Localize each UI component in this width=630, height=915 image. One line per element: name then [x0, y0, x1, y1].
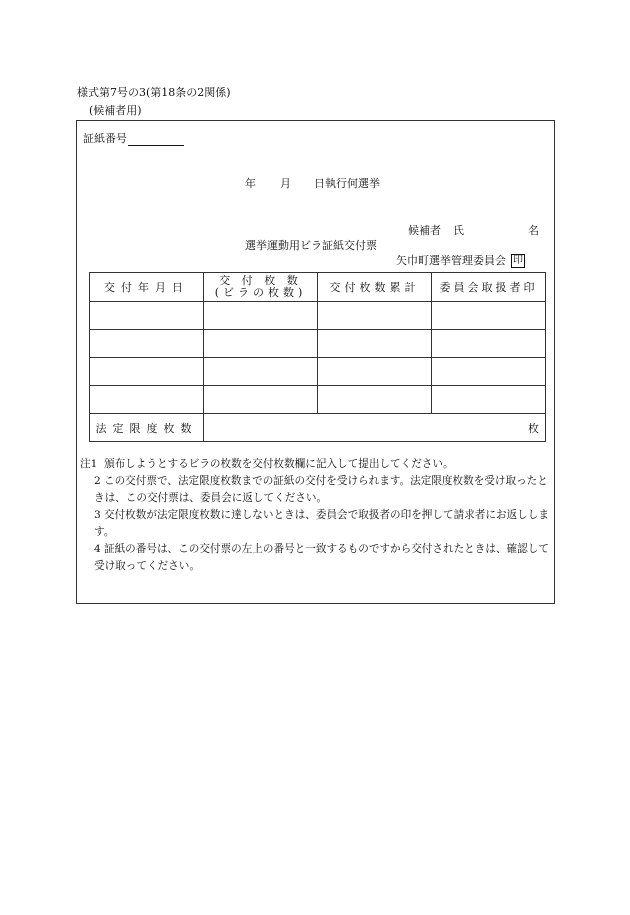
candidate-label-text: 候補者 [408, 224, 441, 237]
cell-date[interactable] [90, 302, 204, 330]
note-text: この交付票で、法定限度枚数までの証紙の交付を受けられます。法定限度枚数を受け取ったときは、この交付票は、委員会に返してください。 [94, 475, 548, 504]
committee-name-text: 矢巾町選挙管理委員会 [396, 254, 506, 267]
cell-date[interactable] [90, 330, 204, 358]
document-title: 選挙運動用ビラ証紙交付票 [245, 239, 377, 252]
cell-seal[interactable] [432, 386, 546, 414]
note-label: 注1 [80, 458, 98, 470]
note-label: 3 [94, 509, 101, 521]
header-issue-count-line2: (ビラの枚数) [214, 286, 307, 299]
cell-cumulative[interactable] [318, 358, 432, 386]
cell-cumulative[interactable] [318, 386, 432, 414]
committee-name [396, 252, 525, 268]
table-row [90, 386, 546, 414]
seal-icon: 印 [513, 255, 523, 266]
note-text: 頒布しようとするビラの枚数を交付枚数欄に記入して提出してください。 [104, 458, 454, 470]
header-issue-count [204, 273, 318, 302]
note-item [80, 541, 550, 575]
table-row [90, 330, 546, 358]
cell-seal[interactable] [432, 358, 546, 386]
form-sub-label: (候補者用) [89, 104, 142, 117]
header-cumulative: 交付枚数累計 [318, 273, 432, 302]
certificate-number-label: 証紙番号 [83, 132, 127, 145]
election-month: 月 [280, 177, 291, 190]
note-label: 2 [94, 475, 101, 487]
cell-seal[interactable] [432, 302, 546, 330]
note-label: 4 [94, 543, 101, 555]
cell-count[interactable] [204, 330, 318, 358]
notes-section [80, 456, 550, 575]
election-title [245, 175, 380, 191]
header-handler-seal: 委員会取扱者印 [432, 273, 546, 302]
candidate-given-name-label: 名 [528, 224, 539, 237]
cell-cumulative[interactable] [318, 302, 432, 330]
note-text: 交付枚数が法定限度枚数に達しないときは、委員会で取扱者の印を押して請求者にお返しします。 [94, 509, 549, 538]
form-frame [76, 120, 555, 604]
issue-table [89, 272, 546, 442]
cell-count[interactable] [204, 358, 318, 386]
table-row [90, 302, 546, 330]
cell-seal[interactable] [432, 330, 546, 358]
note-item [80, 507, 550, 541]
candidate-surname-label: 氏 [453, 224, 464, 237]
election-year: 年 [245, 177, 256, 190]
cell-count[interactable] [204, 386, 318, 414]
legal-limit-row [90, 414, 546, 442]
legal-limit-value[interactable] [204, 414, 546, 442]
cell-date[interactable] [90, 386, 204, 414]
header-issue-date: 交付年月日 [90, 273, 204, 302]
certificate-number-field[interactable] [83, 130, 184, 146]
legal-limit-unit: 枚 [528, 421, 539, 435]
table-row [90, 358, 546, 386]
legal-limit-label: 法定限度枚数 [90, 414, 204, 442]
cell-date[interactable] [90, 358, 204, 386]
form-number-label: 様式第7号の3(第18条の2関係) [77, 86, 231, 99]
header-issue-count-line1: 交 付 枚 数 [219, 274, 302, 287]
note-text: 証紙の番号は、この交付票の左上の番号と一致するものですから交付されたときは、確認して受け取ってください。 [94, 543, 549, 572]
candidate-label [408, 222, 464, 238]
cell-count[interactable] [204, 302, 318, 330]
note-item [80, 473, 550, 507]
cell-cumulative[interactable] [318, 330, 432, 358]
table-header-row [90, 273, 546, 302]
certificate-number-blank[interactable] [128, 134, 184, 146]
note-item [80, 456, 550, 473]
election-name: 日執行何選挙 [314, 177, 380, 190]
